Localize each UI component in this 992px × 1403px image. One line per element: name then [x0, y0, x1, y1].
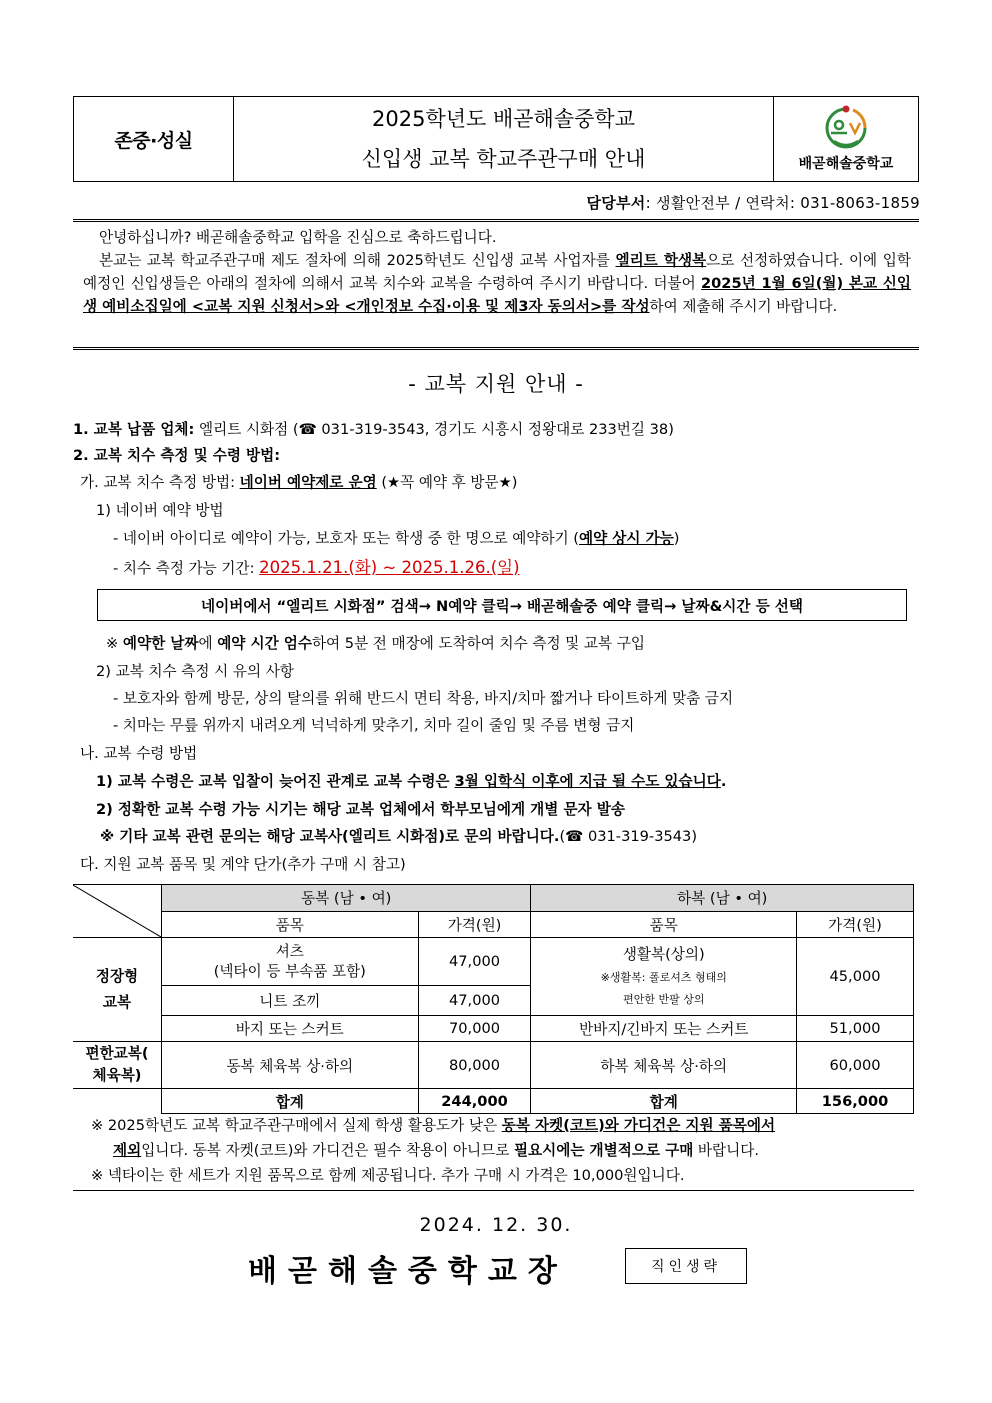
note-text: 바랍니다. — [693, 1142, 759, 1159]
naver-reservation: 네이버 예약제로 운영 — [239, 474, 377, 491]
naver-line-2 — [113, 554, 520, 578]
intro-box — [73, 219, 919, 350]
note-1 — [91, 1113, 914, 1138]
note-text: ※ 2025학년도 교복 학교주관구매에서 실제 학생 활용도가 낮은 — [91, 1117, 502, 1134]
receipt-line-1 — [96, 770, 726, 791]
intro-paragraph — [83, 249, 911, 318]
note-2: ※ 넥타이는 한 세트가 지원 품목으로 함께 제공됩니다. 추가 구매 시 가격은 10,000원입니다. — [91, 1167, 685, 1184]
period-label: - 치수 측정 가능 기간: — [113, 560, 260, 577]
col-price-header: 가격(원) — [418, 911, 531, 938]
shirt-note: (넥타이 등 부속품 포함) — [213, 962, 366, 980]
reservation-notice — [106, 632, 645, 653]
principal-signature: 배곧해솔중학교장 — [248, 1254, 568, 1289]
winter-pants-name: 바지 또는 스커트 — [162, 1016, 419, 1042]
vendor-details: 엘리트 시화점 (☎ 031-319-3543, 경기도 시흥시 정왕대로 233번길 38) — [194, 421, 674, 438]
notice-text: 예약한 날짜 — [122, 635, 199, 652]
phone-number: 031-8063-1859 — [800, 194, 920, 212]
shirt-price: 47,000 — [418, 938, 531, 986]
intro-text: 본교는 교복 학교주관구매 제도 절차에 의해 2025학년도 신입생 교복 사업자를 — [99, 252, 616, 269]
receipt-line-2 — [96, 798, 625, 819]
title-line-2: 신입생 교복 학교주관구매 안내 — [361, 147, 646, 171]
caution-title: 2) 교복 치수 측정 시 유의 사항 — [96, 663, 294, 680]
vest-price: 47,000 — [418, 986, 531, 1016]
polo-price: 45,000 — [797, 938, 914, 1016]
document-header — [73, 96, 919, 182]
corner-cell — [73, 885, 162, 938]
receipt-text: 1) 교복 수령은 교복 입찰이 늦어진 관계로 교복 수령은 — [96, 773, 455, 790]
intro-text: 으로 선정하였습니다. 이에 입학 예정인 신입생들은 아래의 절차에 의해서 교복 치수와 교복을 수령하여 주시기 바랍니다. 더불어 — [83, 252, 911, 292]
winter-total-label: 합계 — [162, 1089, 419, 1114]
excluded-items: 동복 자켓(코트)와 가디건은 지원 품목에서 — [501, 1117, 776, 1134]
title-line-1: 2025학년도 배곧해솔중학교 — [372, 107, 635, 131]
notice-mark: ※ — [106, 635, 123, 652]
notice-text: 예약 시간 엄수 — [217, 635, 312, 652]
section-title: - 교복 지원 안내 - — [408, 372, 584, 396]
phone-label: 연락처 — [745, 194, 790, 212]
notice-text: 하여 5분 전 매장에 도착하여 치수 측정 및 교복 구입 — [311, 635, 645, 652]
naver-steps-box: 네이버에서 “엘리트 시화점” 검색→ N예약 클릭→ 배곧해솔중 예약 클릭→ 날짜&시간 등 선택 — [97, 589, 907, 621]
school-emblem-icon — [820, 105, 872, 151]
winter-total: 244,000 — [418, 1089, 531, 1114]
group-casual: 편한교복( 체육복) — [73, 1042, 162, 1089]
item2-label: 2. 교복 치수 측정 및 수령 방법: — [73, 447, 281, 464]
notice-text: 에 — [198, 635, 218, 652]
polo-name: 생활복(상의) — [622, 945, 705, 963]
naver-text: ) — [673, 530, 680, 547]
uniform-price-table — [73, 884, 914, 1114]
document-title — [234, 97, 774, 181]
size-method-label: 가. 교복 치수 측정 방법: — [80, 474, 240, 491]
summer-total-label: 합계 — [531, 1089, 797, 1114]
col-item-header: 품목 — [162, 911, 419, 938]
inquiry-phone: (☎ 031-319-3543) — [559, 828, 698, 845]
items-title: 다. 지원 교복 품목 및 계약 단가(추가 구매 시 참고) — [80, 856, 406, 873]
reservation-note: (★꼭 예약 후 방문★) — [376, 474, 518, 491]
summer-pe-name: 하복 체육복 상·하의 — [531, 1042, 797, 1089]
summer-header: 하복 (남 • 여) — [531, 885, 914, 912]
greeting: 안녕하십니까? 배곧해솔중학교 입학을 진심으로 축하드립니다. — [99, 229, 497, 246]
shirt-name: 셔츠 — [275, 942, 304, 960]
winter-pants-price: 70,000 — [418, 1016, 531, 1042]
receipt-text: . — [720, 773, 727, 790]
vendor-line — [73, 418, 674, 439]
school-logo — [774, 97, 918, 181]
summer-pants-price: 51,000 — [797, 1016, 914, 1042]
receipt-title: 나. 교복 수령 방법 — [80, 745, 198, 762]
size-method-line — [80, 471, 517, 492]
winter-pe-price: 80,000 — [418, 1042, 531, 1089]
naver-method-title: 1) 네이버 예약 방법 — [96, 502, 224, 519]
excluded-word: 제외 — [113, 1142, 142, 1159]
caution-line-1: - 보호자와 함께 방문, 상의 탈의를 위해 반드시 면티 착용, 바지/치마 짧거나 타이트하게 맞춤 금지 — [113, 690, 734, 707]
col-item-header: 품목 — [531, 911, 797, 938]
individual-purchase: 필요시에는 개별적으로 구매 — [513, 1142, 694, 1159]
summer-pe-price: 60,000 — [797, 1042, 914, 1089]
contact-label: 담당부서 — [586, 194, 646, 212]
winter-header: 동복 (남 • 여) — [162, 885, 531, 912]
seal-omitted-box: 직인생략 — [625, 1248, 747, 1284]
vendor-label: 1. 교복 납품 업체: — [73, 421, 195, 438]
inquiry-text: ※ 기타 교복 관련 문의는 해당 교복사(엘리트 시화점)로 문의 바랍니다. — [100, 828, 560, 845]
contact-separator: / — [735, 194, 741, 212]
intro-text: 하여 제출해 주시기 바랍니다. — [649, 298, 838, 315]
summer-total: 156,000 — [797, 1089, 914, 1114]
logo-school-name: 배곧해솔중학교 — [798, 156, 894, 172]
naver-text: - 네이버 아이디로 예약이 가능, 보호자 또는 학생 중 한 명으로 예약하기 ( — [113, 530, 580, 547]
col-price-header: 가격(원) — [797, 911, 914, 938]
item2-heading — [73, 444, 280, 465]
summer-pants-name: 반바지/긴바지 또는 스커트 — [531, 1016, 797, 1042]
inquiry-line — [100, 825, 697, 846]
winter-pe-name: 동복 체육복 상·하의 — [162, 1042, 419, 1089]
note-text: 입니다. 동복 자켓(코트)와 가디건은 필수 착용이 아니므로 — [141, 1142, 514, 1159]
table-cell — [162, 938, 419, 986]
group-formal: 정장형 교복 — [73, 938, 162, 1042]
department: 생활안전부 — [656, 194, 730, 212]
polo-note: 편안한 반팔 상의 — [623, 992, 705, 1006]
receipt-timing: 3월 입학식 이후에 지급 될 수도 있습니다 — [454, 773, 721, 790]
naver-line-1 — [113, 527, 679, 548]
note-1-cont — [91, 1138, 914, 1163]
measurement-period: 2025.1.21.(화) ~ 2025.1.26.(일) — [259, 558, 520, 577]
contact-info: 담당부서: 생활안전부 / 연락처: 031-8063-1859 — [586, 194, 920, 212]
table-notes — [73, 1113, 914, 1191]
polo-note: ※생활복: 폴로셔츠 형태의 — [600, 970, 727, 984]
table-cell — [531, 938, 797, 1016]
school-motto: 존중·성실 — [74, 97, 234, 181]
receipt-text: 2) 정확한 교복 수령 가능 시기는 해당 교복 업체에서 학부모님에게 개별 문자 발송 — [96, 801, 625, 818]
vendor-name: 엘리트 학생복 — [615, 252, 707, 269]
submission-instruction: 2025년 1월 6일(월) 본교 신입생 예비소집일에 <교복 지원 신청서>와 <개인정보 수집·이용 및 제3자 동의서>를 작성 — [83, 275, 911, 315]
empty-cell — [73, 1089, 162, 1114]
vest-name: 니트 조끼 — [162, 986, 419, 1016]
document-date: 2024. 12. 30. — [419, 1214, 573, 1236]
always-available: 예약 상시 가능 — [579, 530, 674, 547]
caution-line-2: - 치마는 무릎 위까지 내려오게 넉넉하게 맞추기, 치마 길이 줄임 및 주름 변형 금지 — [113, 717, 635, 734]
